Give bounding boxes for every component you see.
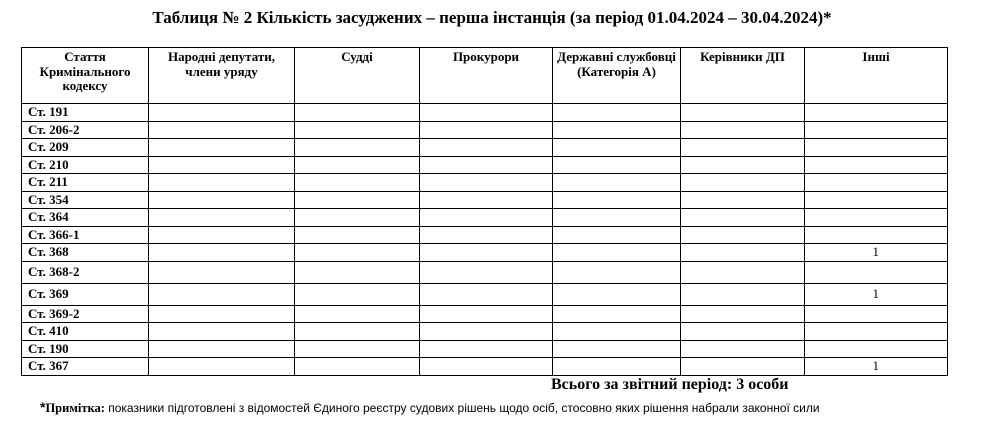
table-row xyxy=(22,283,948,305)
table-row xyxy=(22,323,948,341)
value-cell xyxy=(681,358,805,376)
value-cell xyxy=(149,209,295,227)
value-cell xyxy=(553,191,681,209)
value-cell xyxy=(805,226,948,244)
value-cell xyxy=(295,323,420,341)
value-cell xyxy=(149,104,295,122)
article-cell: Ст. 364 xyxy=(22,209,149,227)
value-cell xyxy=(681,323,805,341)
total-summary: Всього за звітний період: 3 особи xyxy=(551,376,789,393)
value-cell xyxy=(805,156,948,174)
value-cell xyxy=(149,261,295,283)
value-cell xyxy=(681,174,805,192)
page-title: Таблиця № 2 Кількість засуджених – перша інстанція (за період 01.04.2024 – 30.04.2024)* xyxy=(152,8,832,27)
value-cell xyxy=(149,139,295,157)
value-cell xyxy=(149,358,295,376)
article-cell: Ст. 366-1 xyxy=(22,226,149,244)
article-cell: Ст. 190 xyxy=(22,340,149,358)
table-row xyxy=(22,121,948,139)
value-cell xyxy=(553,305,681,323)
value-cell xyxy=(805,209,948,227)
value-cell xyxy=(805,340,948,358)
value-cell xyxy=(420,139,553,157)
value-cell xyxy=(553,283,681,305)
value-cell xyxy=(295,104,420,122)
column-header-prosecutors: Прокурори xyxy=(420,48,553,104)
footnote-label: Примітка: xyxy=(45,401,105,415)
value-cell xyxy=(553,104,681,122)
value-cell xyxy=(420,305,553,323)
value-cell xyxy=(420,340,553,358)
article-cell: Ст. 209 xyxy=(22,139,149,157)
footnote xyxy=(40,399,820,416)
value-cell xyxy=(420,323,553,341)
value-cell xyxy=(149,226,295,244)
value-cell xyxy=(420,283,553,305)
value-cell xyxy=(149,244,295,262)
value-cell xyxy=(681,244,805,262)
value-cell xyxy=(149,156,295,174)
table-row xyxy=(22,226,948,244)
value-cell xyxy=(805,104,948,122)
value-cell xyxy=(681,283,805,305)
table-header-row xyxy=(22,48,948,104)
value-cell xyxy=(681,209,805,227)
value-cell xyxy=(553,261,681,283)
column-header-article: Стаття Кримінального кодексу xyxy=(22,48,149,104)
footnote-text: показники підготовлені з відомостей Єдиного реєстру судових рішень щодо осіб, стосовно яких рішення набрали законної сили xyxy=(104,401,820,415)
value-cell xyxy=(553,156,681,174)
value-cell xyxy=(553,209,681,227)
value-cell xyxy=(681,156,805,174)
value-cell xyxy=(681,191,805,209)
table-row xyxy=(22,139,948,157)
value-cell xyxy=(805,191,948,209)
value-cell xyxy=(295,261,420,283)
article-cell: Ст. 410 xyxy=(22,323,149,341)
value-cell xyxy=(295,191,420,209)
article-cell: Ст. 210 xyxy=(22,156,149,174)
value-cell xyxy=(295,209,420,227)
value-cell xyxy=(295,305,420,323)
value-cell xyxy=(420,174,553,192)
column-header-deputies: Народні депутати, члени уряду xyxy=(149,48,295,104)
column-header-state-enterprise-heads: Керівники ДП xyxy=(681,48,805,104)
table-row xyxy=(22,209,948,227)
table-row xyxy=(22,104,948,122)
article-cell: Ст. 369-2 xyxy=(22,305,149,323)
value-cell xyxy=(295,226,420,244)
value-cell xyxy=(553,323,681,341)
value-cell xyxy=(149,174,295,192)
value-cell xyxy=(553,226,681,244)
table-row xyxy=(22,358,948,376)
article-cell: Ст. 206-2 xyxy=(22,121,149,139)
value-cell xyxy=(295,244,420,262)
value-cell xyxy=(149,323,295,341)
convictions-table xyxy=(21,47,948,376)
table-row xyxy=(22,305,948,323)
value-cell: 1 xyxy=(805,244,948,262)
value-cell xyxy=(805,121,948,139)
value-cell xyxy=(805,139,948,157)
table-row xyxy=(22,174,948,192)
article-cell: Ст. 368-2 xyxy=(22,261,149,283)
value-cell xyxy=(420,209,553,227)
value-cell xyxy=(805,174,948,192)
value-cell xyxy=(681,104,805,122)
table-row xyxy=(22,340,948,358)
value-cell xyxy=(295,121,420,139)
value-cell xyxy=(681,121,805,139)
article-cell: Ст. 354 xyxy=(22,191,149,209)
table-row xyxy=(22,191,948,209)
value-cell xyxy=(420,121,553,139)
article-cell: Ст. 367 xyxy=(22,358,149,376)
value-cell xyxy=(681,340,805,358)
value-cell xyxy=(553,121,681,139)
article-cell: Ст. 211 xyxy=(22,174,149,192)
article-cell: Ст. 369 xyxy=(22,283,149,305)
value-cell xyxy=(420,358,553,376)
value-cell xyxy=(149,283,295,305)
value-cell xyxy=(553,340,681,358)
value-cell xyxy=(805,323,948,341)
table-body xyxy=(22,104,948,376)
value-cell xyxy=(149,305,295,323)
article-cell: Ст. 368 xyxy=(22,244,149,262)
value-cell xyxy=(295,358,420,376)
table-row xyxy=(22,156,948,174)
value-cell xyxy=(805,261,948,283)
value-cell xyxy=(420,191,553,209)
value-cell xyxy=(295,174,420,192)
table-row xyxy=(22,244,948,262)
column-header-judges: Судді xyxy=(295,48,420,104)
value-cell xyxy=(420,261,553,283)
value-cell: 1 xyxy=(805,358,948,376)
value-cell xyxy=(295,156,420,174)
value-cell xyxy=(295,340,420,358)
value-cell xyxy=(553,244,681,262)
value-cell xyxy=(553,174,681,192)
value-cell xyxy=(553,139,681,157)
value-cell xyxy=(420,104,553,122)
value-cell xyxy=(149,340,295,358)
value-cell xyxy=(805,305,948,323)
value-cell xyxy=(420,244,553,262)
value-cell xyxy=(295,139,420,157)
value-cell xyxy=(149,121,295,139)
column-header-civil-servants: Державні службовці (Категорія А) xyxy=(553,48,681,104)
footnote-star: * xyxy=(40,399,46,415)
value-cell xyxy=(681,139,805,157)
value-cell xyxy=(295,283,420,305)
table-row xyxy=(22,261,948,283)
column-header-others: Інші xyxy=(805,48,948,104)
value-cell xyxy=(681,305,805,323)
value-cell xyxy=(681,261,805,283)
article-cell: Ст. 191 xyxy=(22,104,149,122)
value-cell xyxy=(420,156,553,174)
value-cell xyxy=(553,358,681,376)
value-cell xyxy=(149,191,295,209)
value-cell xyxy=(420,226,553,244)
value-cell xyxy=(681,226,805,244)
value-cell: 1 xyxy=(805,283,948,305)
